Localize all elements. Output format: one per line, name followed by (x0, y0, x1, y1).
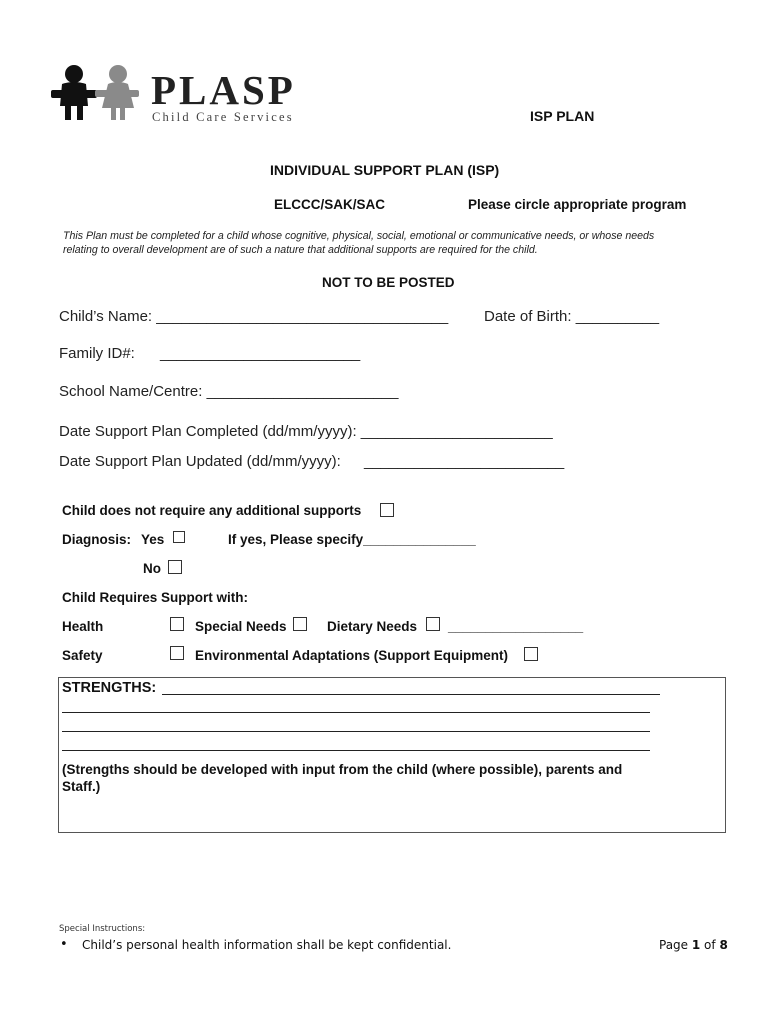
logo-title: PLASP (151, 67, 296, 113)
doc-label: ISP PLAN (530, 108, 595, 124)
strengths-line[interactable] (162, 694, 660, 695)
environmental-checkbox[interactable] (524, 647, 538, 661)
diagnosis-yes-label: Yes (141, 532, 165, 547)
strengths-line[interactable] (62, 731, 650, 732)
dietary-needs-checkbox[interactable] (426, 617, 440, 631)
diagnosis-no-label: No (143, 561, 161, 576)
page-number (659, 938, 728, 952)
if-yes-specify-field[interactable]: If yes, Please specify_______________ (228, 532, 476, 547)
dietary-needs-field[interactable]: __________________ (448, 619, 584, 634)
strengths-label: STRENGTHS: (62, 680, 157, 696)
strengths-note-line-1: (Strengths should be developed with input from the child (where possible), parents and (62, 762, 623, 777)
no-additional-supports-checkbox[interactable] (380, 503, 394, 517)
page-total: 8 (719, 938, 728, 952)
school-name-field[interactable]: School Name/Centre: _______________________ (59, 383, 399, 400)
strengths-line[interactable] (62, 712, 650, 713)
page-current: 1 (691, 938, 701, 952)
child-name-field[interactable]: Child’s Name: ___________________________________ (59, 308, 449, 325)
confidential-notice: Child’s personal health information shall be kept confidential. (82, 938, 452, 952)
no-additional-supports-label: Child does not require any additional supports (62, 503, 362, 518)
page-prefix: Page (659, 938, 692, 952)
strengths-note-line-2: Staff.) (62, 779, 101, 794)
health-label: Health (62, 619, 104, 634)
date-of-birth-field[interactable]: Date of Birth: __________ (484, 308, 660, 325)
health-checkbox[interactable] (170, 617, 184, 631)
family-id-field[interactable]: ________________________ (160, 345, 361, 362)
bullet-icon: • (60, 937, 68, 952)
diagnosis-yes-checkbox[interactable] (173, 531, 185, 543)
strengths-section[interactable] (58, 677, 726, 833)
safety-checkbox[interactable] (170, 646, 184, 660)
page-of: of (700, 938, 720, 952)
special-instructions-label: Special Instructions: (59, 924, 146, 934)
diagnosis-no-checkbox[interactable] (168, 560, 182, 574)
safety-label: Safety (62, 648, 103, 663)
date-updated-label: Date Support Plan Updated (dd/mm/yyyy): (59, 453, 341, 470)
special-needs-checkbox[interactable] (293, 617, 307, 631)
diagnosis-label: Diagnosis: (62, 532, 132, 547)
date-completed-field[interactable]: Date Support Plan Completed (dd/mm/yyyy): _______________________ (59, 423, 553, 440)
description-line-1: This Plan must be completed for a child whose cognitive, physical, social, emotional or communicative needs, or whose needs (63, 230, 655, 242)
strengths-line[interactable] (62, 750, 650, 751)
page-title: INDIVIDUAL SUPPORT PLAN (ISP) (270, 162, 500, 178)
children-logo-icon (48, 62, 144, 124)
dietary-needs-label: Dietary Needs (327, 619, 418, 634)
program-options: ELCCC/SAK/SAC (274, 197, 386, 212)
not-posted-notice: NOT TO BE POSTED (322, 275, 455, 290)
family-id-label: Family ID#: (59, 345, 135, 362)
program-instruction: Please circle appropriate program (468, 197, 687, 212)
date-updated-field[interactable]: ________________________ (364, 453, 565, 470)
requires-support-heading: Child Requires Support with: (62, 590, 248, 605)
logo-subtitle: Child Care Services (152, 110, 294, 124)
special-needs-label: Special Needs (195, 619, 287, 634)
environmental-label: Environmental Adaptations (Support Equipment) (195, 648, 508, 663)
description-line-2: relating to overall development are of such a nature that additional supports are required for the child. (63, 244, 538, 256)
